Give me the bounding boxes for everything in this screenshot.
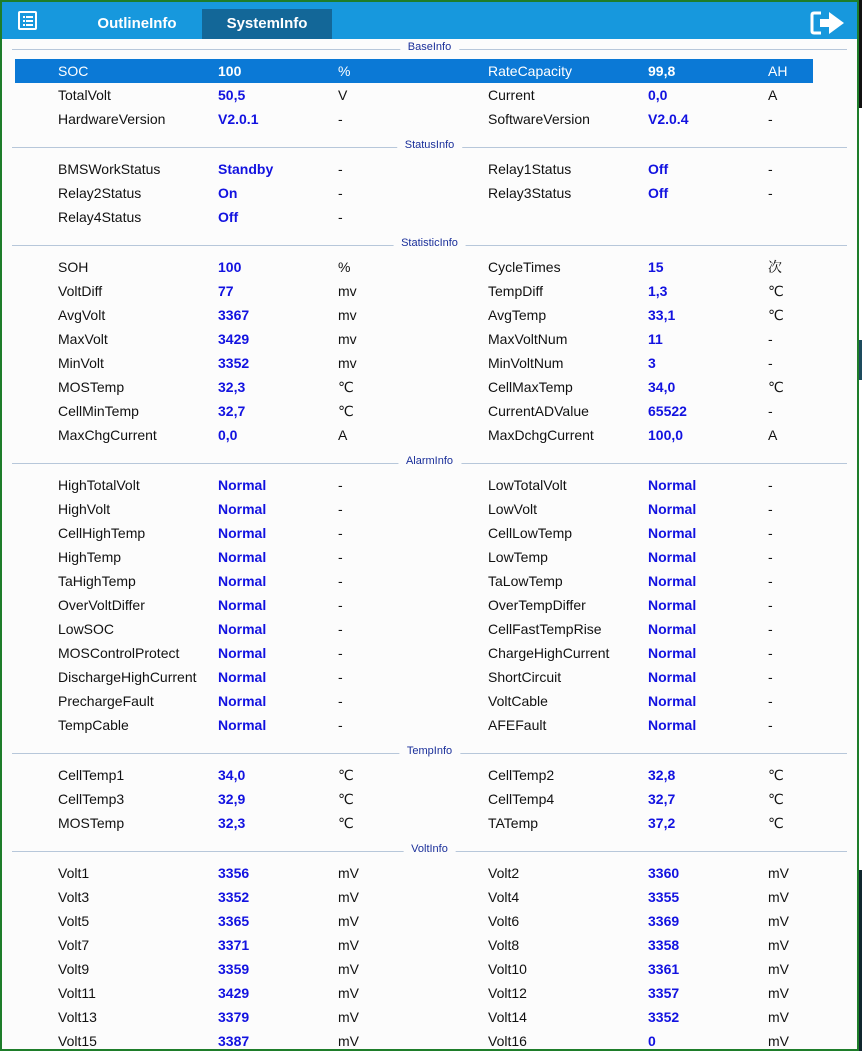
param-unit: - [768, 161, 773, 177]
param-name: HardwareVersion [58, 111, 166, 127]
param-unit: - [768, 717, 773, 733]
param-value: 3356 [218, 865, 250, 881]
param-name: CellMaxTemp [488, 379, 573, 395]
param-value: V2.0.1 [218, 111, 259, 127]
param-name: Volt6 [488, 913, 520, 929]
param-unit: - [338, 669, 343, 685]
param-unit: mV [768, 1009, 789, 1025]
table-row[interactable] [15, 399, 813, 423]
param-unit: - [768, 403, 773, 419]
param-unit: ℃ [768, 815, 784, 831]
param-name: MaxVoltNum [488, 331, 568, 347]
param-unit: ℃ [768, 791, 784, 807]
section-header-statisticinfo [12, 235, 847, 255]
table-row[interactable] [15, 689, 813, 713]
param-unit: - [768, 355, 773, 371]
param-name: Volt8 [488, 937, 520, 953]
param-name: CellTemp2 [488, 767, 555, 783]
param-unit: ℃ [768, 767, 784, 783]
param-value: Normal [648, 645, 697, 661]
exit-arrow-icon[interactable] [810, 10, 846, 36]
param-value: Off [648, 185, 669, 201]
param-name: LowTemp [488, 549, 548, 565]
param-name: Current [488, 87, 535, 103]
param-name: AvgTemp [488, 307, 547, 323]
param-name: AvgVolt [58, 307, 106, 323]
param-unit: - [768, 477, 773, 493]
param-name: MOSTemp [58, 379, 125, 395]
param-unit: ℃ [338, 403, 354, 419]
param-value: 77 [218, 283, 234, 299]
param-unit: mv [338, 331, 357, 347]
param-name: SoftwareVersion [488, 111, 590, 127]
info-content [2, 39, 857, 1051]
param-unit: A [338, 427, 348, 443]
param-value: 3355 [648, 889, 680, 905]
table-row[interactable] [15, 107, 813, 131]
param-unit: - [768, 525, 773, 541]
table-row[interactable] [15, 205, 813, 229]
param-name: HighVolt [58, 501, 111, 517]
list-menu-icon[interactable] [18, 11, 37, 30]
section-rows [2, 473, 857, 743]
param-value: 3367 [218, 307, 250, 323]
table-row[interactable] [15, 569, 813, 593]
section-title: AlarmInfo [398, 455, 461, 467]
param-value: Normal [218, 597, 267, 613]
param-name: Volt13 [58, 1009, 97, 1025]
param-unit: mV [768, 937, 789, 953]
param-value: 32,3 [218, 379, 246, 395]
param-value: 34,0 [648, 379, 676, 395]
table-row[interactable] [15, 1005, 813, 1029]
param-unit: mV [768, 985, 789, 1001]
param-name: CellFastTempRise [488, 621, 602, 637]
param-value: Normal [648, 501, 697, 517]
param-value: Normal [648, 597, 697, 613]
table-row[interactable] [15, 521, 813, 545]
param-name: Volt1 [58, 865, 90, 881]
param-value: Normal [648, 549, 697, 565]
param-unit: ℃ [768, 307, 784, 323]
param-unit: - [338, 185, 343, 201]
param-unit: ℃ [338, 815, 354, 831]
param-value: 50,5 [218, 87, 246, 103]
param-unit: ℃ [338, 767, 354, 783]
param-name: TempCable [58, 717, 129, 733]
table-row[interactable] [15, 811, 813, 835]
param-name: MinVolt [58, 355, 104, 371]
param-name: CellMinTemp [58, 403, 139, 419]
table-row[interactable] [15, 157, 813, 181]
param-value: 0,0 [218, 427, 238, 443]
param-name: Volt16 [488, 1033, 527, 1049]
top-bar [2, 2, 857, 39]
table-row[interactable] [15, 375, 813, 399]
param-unit: mV [338, 865, 359, 881]
param-value: Normal [218, 717, 267, 733]
param-value: 3352 [218, 355, 250, 371]
param-value: 3365 [218, 913, 250, 929]
param-unit: - [338, 693, 343, 709]
param-value: 32,3 [218, 815, 246, 831]
param-unit: ℃ [338, 379, 354, 395]
param-unit: mV [768, 1033, 789, 1049]
param-value: Normal [648, 477, 697, 493]
param-value: V2.0.4 [648, 111, 689, 127]
table-row[interactable] [15, 1029, 813, 1051]
param-value: 99,8 [648, 63, 676, 79]
param-unit: A [768, 87, 778, 103]
param-unit: mV [338, 961, 359, 977]
table-row[interactable] [15, 593, 813, 617]
param-unit: - [338, 621, 343, 637]
param-value: Normal [648, 693, 697, 709]
param-unit: mV [338, 1009, 359, 1025]
param-value: 3369 [648, 913, 680, 929]
param-unit: AH [768, 63, 788, 79]
param-value: Normal [218, 621, 267, 637]
param-value: 3359 [218, 961, 250, 977]
param-value: 34,0 [218, 767, 246, 783]
param-unit: - [338, 477, 343, 493]
table-row[interactable] [15, 83, 813, 107]
param-unit: mv [338, 283, 357, 299]
param-unit: ℃ [768, 283, 784, 299]
param-name: CellLowTemp [488, 525, 573, 541]
param-unit: mV [338, 1033, 359, 1049]
param-name: OverVoltDiffer [58, 597, 145, 613]
param-name: TempDiff [488, 283, 543, 299]
param-value: 1,3 [648, 283, 668, 299]
param-name: OverTempDiffer [488, 597, 586, 613]
param-value: Standby [218, 161, 274, 177]
param-unit: - [768, 185, 773, 201]
param-unit: mV [338, 913, 359, 929]
param-value: 3361 [648, 961, 680, 977]
param-unit: - [338, 161, 343, 177]
param-value: Off [648, 161, 669, 177]
param-unit: - [338, 573, 343, 589]
param-name: Volt15 [58, 1033, 97, 1049]
param-name: CellHighTemp [58, 525, 146, 541]
param-value: 3387 [218, 1033, 250, 1049]
section-title: BaseInfo [400, 41, 459, 53]
param-unit: mv [338, 355, 357, 371]
param-value: 3358 [648, 937, 680, 953]
param-name: Volt5 [58, 913, 90, 929]
section-title: VoltInfo [403, 843, 456, 855]
param-value: 100 [218, 259, 242, 275]
table-row[interactable] [15, 933, 813, 957]
param-unit: - [338, 209, 343, 225]
param-value: Normal [218, 693, 267, 709]
table-row[interactable] [15, 545, 813, 569]
param-unit: - [338, 111, 343, 127]
param-name: CellTemp1 [58, 767, 125, 783]
section-title: TempInfo [399, 745, 460, 757]
param-name: PrechargeFault [58, 693, 154, 709]
table-row[interactable] [15, 617, 813, 641]
param-name: LowSOC [58, 621, 115, 637]
param-unit: ℃ [338, 791, 354, 807]
section-rows [2, 861, 857, 1051]
param-unit: - [338, 525, 343, 541]
param-name: CellTemp3 [58, 791, 125, 807]
param-name: Relay1Status [488, 161, 572, 177]
param-unit: mV [768, 889, 789, 905]
param-value: 33,1 [648, 307, 676, 323]
param-value: Normal [218, 549, 267, 565]
param-name: Volt2 [488, 865, 520, 881]
param-name: MinVoltNum [488, 355, 564, 371]
param-name: CycleTimes [488, 259, 561, 275]
table-row[interactable] [15, 909, 813, 933]
table-row[interactable] [15, 665, 813, 689]
param-unit: - [768, 331, 773, 347]
param-unit: - [338, 501, 343, 517]
param-name: MaxVolt [58, 331, 108, 347]
param-name: Volt7 [58, 937, 90, 953]
param-value: 32,8 [648, 767, 676, 783]
param-name: TATemp [488, 815, 539, 831]
section-header-voltinfo [12, 841, 847, 861]
param-name: MOSControlProtect [58, 645, 180, 661]
param-unit: - [768, 111, 773, 127]
table-row[interactable] [15, 763, 813, 787]
section-header-baseinfo [12, 39, 847, 59]
param-unit: % [338, 259, 351, 275]
param-name: Volt4 [488, 889, 520, 905]
param-value: 32,9 [218, 791, 246, 807]
param-value: 3429 [218, 985, 250, 1001]
param-name: VoltDiff [58, 283, 103, 299]
table-row[interactable] [15, 423, 813, 447]
param-name: Volt14 [488, 1009, 527, 1025]
param-unit: A [768, 427, 778, 443]
param-value: 32,7 [648, 791, 676, 807]
param-name: SOH [58, 259, 89, 275]
param-unit: mV [768, 913, 789, 929]
table-row[interactable] [15, 497, 813, 521]
param-value: 3360 [648, 865, 680, 881]
param-value: Off [218, 209, 239, 225]
param-value: 3379 [218, 1009, 250, 1025]
param-unit: - [338, 549, 343, 565]
param-value: 3 [648, 355, 656, 371]
param-value: 100 [218, 63, 242, 79]
param-value: 3429 [218, 331, 250, 347]
param-name: Volt9 [58, 961, 90, 977]
param-value: 11 [648, 331, 663, 347]
param-name: TaHighTemp [58, 573, 136, 589]
table-row[interactable] [15, 279, 813, 303]
param-value: Normal [648, 717, 697, 733]
table-row[interactable] [15, 885, 813, 909]
param-value: Normal [648, 669, 697, 685]
param-value: Normal [218, 477, 267, 493]
section-header-tempinfo [12, 743, 847, 763]
param-name: HighTemp [58, 549, 122, 565]
section-rows [2, 157, 857, 235]
param-name: Relay4Status [58, 209, 142, 225]
param-name: ShortCircuit [488, 669, 562, 685]
param-value: Normal [218, 501, 267, 517]
table-row[interactable] [15, 713, 813, 737]
param-name: HighTotalVolt [58, 477, 140, 493]
param-value: Normal [648, 525, 697, 541]
param-name: SOC [58, 63, 89, 79]
param-value: 3352 [218, 889, 250, 905]
param-unit: V [338, 87, 348, 103]
table-row[interactable] [15, 641, 813, 665]
tab-outline-info[interactable]: OutlineInfo [97, 15, 177, 32]
table-row[interactable] [15, 351, 813, 375]
param-value: Normal [218, 645, 267, 661]
table-row[interactable] [15, 981, 813, 1005]
section-rows [2, 763, 857, 841]
param-name: LowTotalVolt [488, 477, 567, 493]
param-value: 0 [648, 1033, 656, 1049]
param-name: Volt10 [488, 961, 527, 977]
param-name: AFEFault [488, 717, 547, 733]
param-name: LowVolt [488, 501, 538, 517]
param-unit: - [768, 669, 773, 685]
param-unit: mV [338, 937, 359, 953]
param-unit: mv [338, 307, 357, 323]
table-row[interactable] [15, 303, 813, 327]
param-value: 3352 [648, 1009, 680, 1025]
param-value: Normal [648, 621, 697, 637]
table-row[interactable] [15, 787, 813, 811]
param-value: Normal [218, 669, 267, 685]
param-name: Volt11 [58, 985, 96, 1001]
param-unit: - [338, 597, 343, 613]
section-title: StatisticInfo [393, 237, 466, 249]
table-row[interactable] [15, 861, 813, 885]
param-unit: - [768, 645, 773, 661]
param-name: Relay2Status [58, 185, 142, 201]
param-value: On [218, 185, 238, 201]
param-unit: - [338, 645, 343, 661]
param-unit: - [768, 621, 773, 637]
param-unit: mV [338, 889, 359, 905]
param-name: TotalVolt [58, 87, 111, 103]
param-value: 100,0 [648, 427, 684, 443]
param-name: Volt12 [488, 985, 527, 1001]
param-unit: - [768, 693, 773, 709]
section-header-statusinfo [12, 137, 847, 157]
param-unit: ℃ [768, 379, 784, 395]
section-rows [2, 59, 857, 137]
param-unit: % [338, 63, 351, 79]
param-unit: - [768, 573, 773, 589]
param-value: 15 [648, 259, 664, 275]
param-name: BMSWorkStatus [58, 161, 161, 177]
param-name: Volt3 [58, 889, 90, 905]
param-unit: mV [768, 961, 789, 977]
param-unit: mV [338, 985, 359, 1001]
table-row[interactable] [15, 59, 813, 83]
param-name: DischargeHighCurrent [58, 669, 197, 685]
param-value: 3371 [218, 937, 250, 953]
param-name: VoltCable [488, 693, 548, 709]
section-rows [2, 255, 857, 453]
param-unit: 次 [768, 259, 782, 275]
param-name: RateCapacity [488, 63, 573, 79]
param-value: 65522 [648, 403, 687, 419]
table-row[interactable] [15, 957, 813, 981]
param-name: CurrentADValue [488, 403, 589, 419]
param-unit: - [768, 549, 773, 565]
param-unit: - [768, 597, 773, 613]
table-row[interactable] [15, 327, 813, 351]
section-title: StatusInfo [397, 139, 463, 151]
table-row[interactable] [15, 255, 813, 279]
table-row[interactable] [15, 181, 813, 205]
param-unit: - [768, 501, 773, 517]
tab-system-info[interactable]: SystemInfo [202, 9, 332, 39]
table-row[interactable] [15, 473, 813, 497]
param-name: ChargeHighCurrent [488, 645, 610, 661]
param-value: Normal [648, 573, 697, 589]
param-value: 32,7 [218, 403, 246, 419]
param-unit: mV [768, 865, 789, 881]
section-header-alarminfo [12, 453, 847, 473]
param-unit: - [338, 717, 343, 733]
param-value: 0,0 [648, 87, 668, 103]
param-name: MaxDchgCurrent [488, 427, 594, 443]
param-name: CellTemp4 [488, 791, 555, 807]
param-value: 37,2 [648, 815, 676, 831]
param-name: TaLowTemp [488, 573, 563, 589]
param-value: 3357 [648, 985, 680, 1001]
param-value: Normal [218, 525, 267, 541]
param-name: Relay3Status [488, 185, 572, 201]
param-name: MOSTemp [58, 815, 125, 831]
param-name: MaxChgCurrent [58, 427, 157, 443]
param-value: Normal [218, 573, 267, 589]
